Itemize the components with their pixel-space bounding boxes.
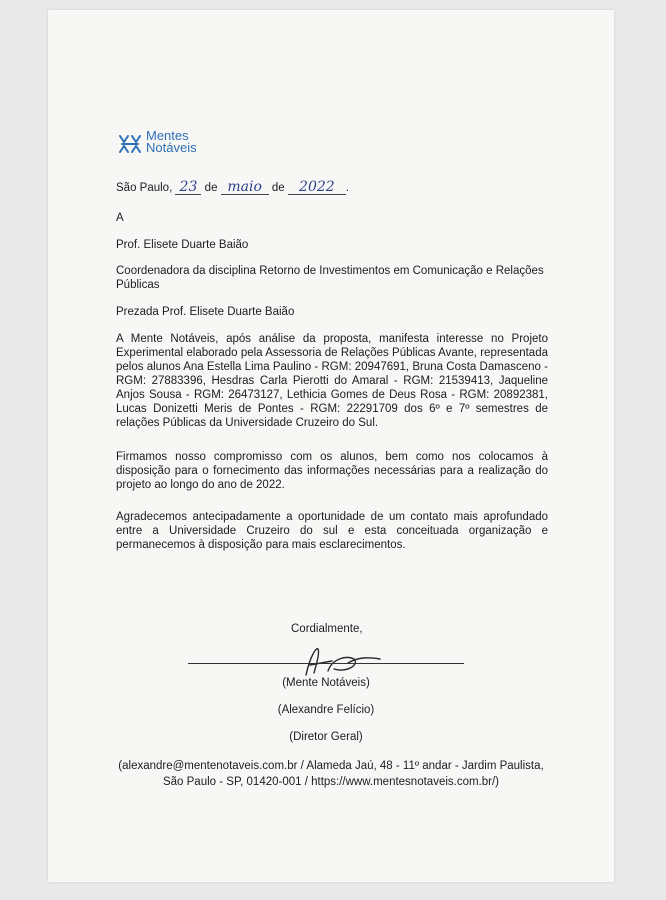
letter-page <box>48 10 614 882</box>
signer-name: (Alexandre Felício) <box>277 704 375 716</box>
recipient-name: Prof. Elisete Duarte Baião <box>116 239 249 251</box>
company-name: (Mente Notáveis) <box>282 677 370 689</box>
date-de-2: de <box>271 182 285 194</box>
contact-line-1: (alexandre@mentenotaveis.com.br / Alameda Jaú, 48 - 11º andar - Jardim Paulista, <box>118 760 544 772</box>
recipient-role: Coordenadora da disciplina Retorno de Investimentos em Comunicação e Relações Públicas <box>116 265 544 291</box>
signer-title: (Diretor Geral) <box>289 731 363 743</box>
greeting: Prezada Prof. Elisete Duarte Baião <box>116 306 295 318</box>
signature-line <box>188 663 464 664</box>
date-line <box>116 180 349 195</box>
contact-line-2: São Paulo - SP, 01420-001 / https://www.mentesnotaveis.com.br/) <box>162 776 500 788</box>
starburst-icon <box>118 130 142 156</box>
logo-text <box>146 130 197 154</box>
logo-line-2: Notáveis <box>146 140 197 155</box>
body-paragraph-1: A Mente Notáveis, após análise da proposta, manifesta interesse no Projeto Experimental elaborado pela Assessoria de Relações Públicas Avante, representada pelos alunos Ana Estella Lima Paulino - RGM: 20947691, Bruna Costa Damasceno - RGM: 27883396, Hesdras Carla Pierotti do Amaral - RGM: 21539413, Jaqueline Anjos Sousa - RGM: 26473127, Lethicia Gomes de Deus Rosa - RGM: 20892381, Lucas Donizetti Meris de Pontes - RGM: 22291709 dos 6º e 7º semestres de relações Públicas da Universidade Cruzeiro do Sul. <box>116 333 548 429</box>
date-suffix: . <box>345 182 350 194</box>
date-de-1: de <box>204 182 218 194</box>
date-day: 23 <box>175 180 201 195</box>
closing-regards: Cordialmente, <box>291 623 363 635</box>
date-prefix: São Paulo, <box>116 182 173 194</box>
logo-line-1: Mentes <box>146 128 189 143</box>
body-paragraph-2: Firmamos nosso compromisso com os alunos, bem como nos colocamos à disposição para o fornecimento das informações necessárias para a realização do projeto ao longo do ano de 2022. <box>116 451 548 491</box>
date-year: 2022 <box>288 180 346 195</box>
body-paragraph-3: Agradecemos antecipadamente a oportunidade de um contato mais aprofundado entre a Universidade Cruzeiro do sul e esta conceituada organização e permanecemos à disposição para mais esclarecimentos. <box>116 511 548 551</box>
company-logo <box>118 128 228 168</box>
date-month: maio <box>221 180 269 195</box>
recipient-a: A <box>116 212 124 224</box>
